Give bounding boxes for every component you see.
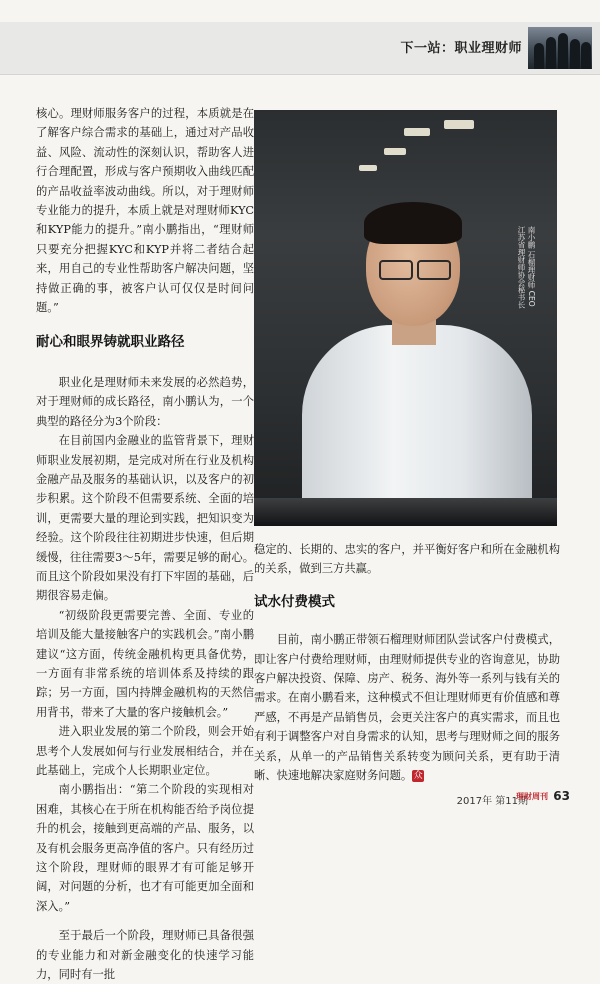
- desk-edge: [254, 498, 557, 526]
- page-number: 63: [553, 789, 570, 803]
- portrait-photo: [254, 110, 557, 526]
- figure-silhouette: [546, 37, 556, 69]
- glasses-lens-left: [379, 260, 413, 280]
- ceiling-light: [384, 148, 406, 155]
- header-thumbnail-photo: [528, 27, 592, 69]
- magazine-brand: 理财周刊: [516, 792, 548, 801]
- page-footer: [0, 786, 600, 808]
- figure-silhouette: [534, 43, 544, 69]
- body-paragraph: 进入职业发展的第二个阶段，则会开始思考个人发展如何与行业发展相结合，并在此基础上，完成个人长期职业定位。: [36, 725, 254, 777]
- section-heading: 试水付费模式: [254, 593, 335, 610]
- body-paragraph: 南小鹏指出：“第二个阶段的实现相对困难，其核心在于所在机构能否给予岗位提升的机会，接触到更高端的产品、服务，以及有机会服务更高净值的客户。只有经历过这个阶段，理财师的眼界才有可能足够开阔，对问题的分析，也才有可能更加全面和深入。”: [36, 783, 254, 913]
- body-paragraph: “初级阶段更需要完善、全面、专业的培训及能大量接触客户的实践机会。”南小鹏建议“这方面，传统金融机构更具备优势，一方面有非常系统的培训体系及持续的跟踪；另一方面，国内持牌金融机构的天然信用背书，带来了大量的客户接触机会。”: [36, 608, 254, 719]
- photo-caption-line: 江苏省理财师协会秘书长: [517, 226, 526, 309]
- figure-silhouette: [581, 42, 591, 69]
- ceiling-light: [404, 128, 430, 136]
- glasses-lens-right: [417, 260, 451, 280]
- photo-caption: [516, 226, 536, 309]
- body-paragraph: 在目前国内金融业的监管背景下，理财师职业发展初期，是完成对所在行业及机构金融产品及服务的基础认识，以及客户的初步积累。这个阶段不但需要系统、全面的培训，更需要大量的理论到实践，把知识变为经验。这个阶段往往初期进步快速，但后期缓慢，往往需要3～5年，需要足够的耐心。而且这个阶段如果没有打下牢固的基础，后期很容易走偏。: [36, 434, 254, 603]
- photo-caption-line: 南小鹏 石榴理财师 CEO: [527, 226, 536, 307]
- issue-label: 2017年 第11期: [456, 796, 528, 807]
- body-paragraph: 至于最后一个阶段，理财师已具备很强的专业能力和对新金融变化的快速学习能力，同时有一批: [36, 929, 254, 982]
- body-paragraph: 稳定的、长期的、忠实的客户，并平衡好客户和所在金融机构的关系，做到三方共赢。: [254, 543, 560, 576]
- figure-silhouette: [570, 39, 580, 69]
- body-paragraph: 核心。理财师服务客户的过程，本质就是在了解客户综合需求的基础上，通过对产品收益、风险、流动性的深刻认识，帮助客人进行合理配置，形成与客户预期收入曲线匹配的产品收益率波动曲线。所以，对于理财师专业能力的提升，本质上就是对理财师KYC和KYP能力的提升。”南小鹏指出，“理财师只要充分把握KYC和KYP并将二者结合起来，用自己的专业性帮助客户解决问题，坚持做正确的事，被客户认可仅仅是时间问题。”: [36, 107, 254, 315]
- ceiling-light: [444, 120, 474, 129]
- body-paragraph: 职业化是理财师未来发展的必然趋势，对于理财师的成长路径，南小鹏认为，一个典型的路径分为3个阶段：: [36, 375, 254, 428]
- running-header-title: 下一站：职业理财师: [400, 41, 522, 56]
- body-text: 目前，南小鹏正带领石榴理财师团队尝试客户付费模式，即让客户付费给理财师，由理财师提供专业的咨询意见，协助客户解决投资、保障、房产、税务、海外等一系列与钱有关的需求。在南小鹏看来，这种模式不但让理财师更有价值感和尊严感，不再是产品销售员，会更关注客户的真实需求，而且也有利于调整客户对自身需求的认知，思考与理财师之间的服务关系，从单一的产品销售关系转变为顾问关系，更有助于清晰、快速地解决家庭财务问题。: [254, 633, 560, 783]
- body-paragraph: [254, 630, 560, 785]
- figure-silhouette: [558, 33, 568, 69]
- left-column: [36, 104, 254, 984]
- section-heading: 耐心和眼界铸就职业路径: [36, 334, 185, 351]
- person-shirt: [302, 325, 532, 526]
- ceiling-light: [359, 165, 377, 171]
- right-column: [254, 540, 560, 785]
- person-hair: [364, 202, 462, 244]
- end-of-article-mark: 众: [413, 771, 423, 782]
